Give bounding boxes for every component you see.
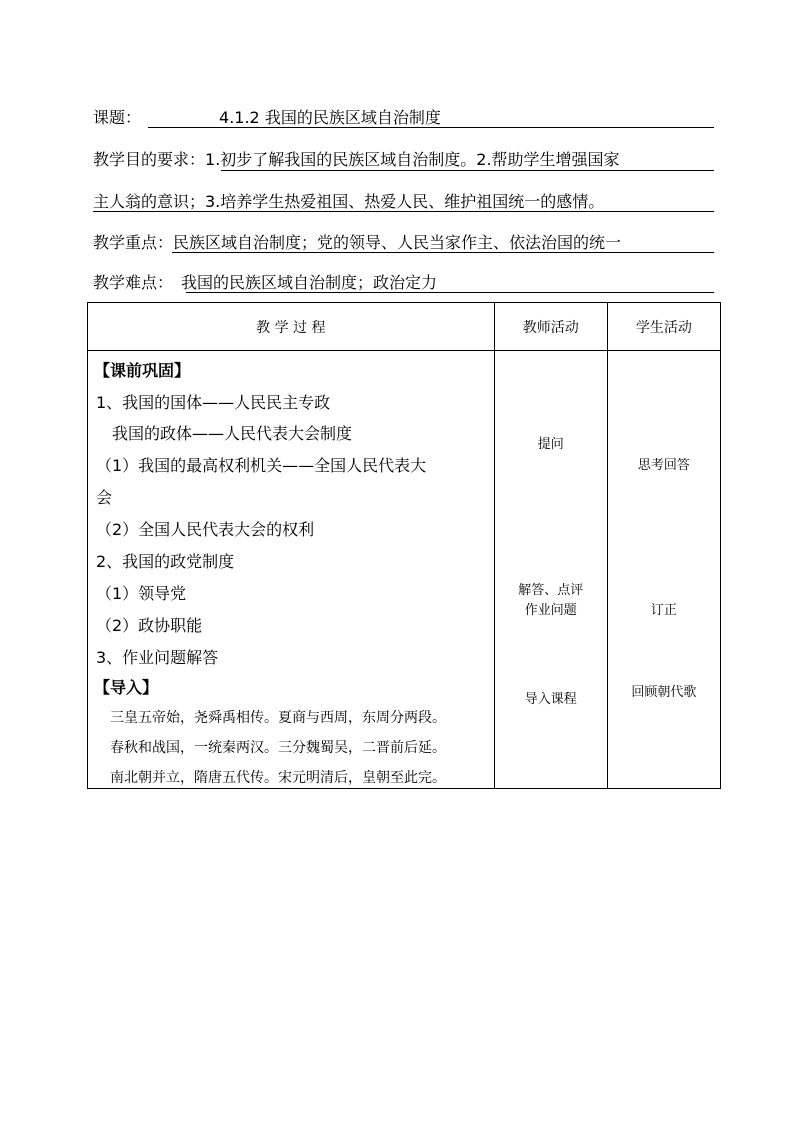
header-student: 学生活动 — [607, 303, 720, 351]
topic-label: 课题： — [93, 108, 142, 127]
student-activity-2: 订正 — [650, 603, 677, 618]
goal-line-2 — [93, 192, 713, 212]
goal-line-1 — [93, 150, 713, 170]
teacher-cell — [494, 351, 607, 789]
topic-underline — [148, 127, 714, 128]
teacher-activity-3: 导入课程 — [524, 692, 577, 707]
key-underline — [172, 252, 714, 253]
topic-value: 4.1.2 我国的民族区域自治制度 — [219, 108, 441, 127]
process-item-2-2: （2）政协职能 — [96, 616, 203, 635]
lesson-table — [87, 302, 721, 789]
process-item-1: 1、我国的国体——人民民主专政 — [96, 393, 331, 412]
table-body-row — [88, 351, 721, 789]
key-label: 教学重点： — [93, 233, 174, 252]
goal-value-1: 1.初步了解我国的民族区域自治制度。2.帮助学生增强国家 — [205, 150, 620, 169]
key-value: 民族区域自治制度；党的领导、人民当家作主、依法治国的统一 — [173, 233, 622, 252]
student-cell — [607, 351, 720, 789]
header-process: 教 学 过 程 — [88, 303, 495, 351]
key-line — [93, 233, 713, 253]
process-item-3: 3、作业问题解答 — [96, 648, 219, 667]
difficulty-value: 我国的民族区域自治制度；政治定力 — [181, 273, 438, 292]
goal-underline-2 — [93, 211, 714, 212]
poem-line-2: 春秋和战国，一统秦两汉。三分魏蜀吴，二晋前后延。 — [110, 740, 446, 756]
process-item-1-1a: （1）我国的最高权利机关——全国人民代表大 — [96, 456, 427, 475]
process-item-1b: 我国的政体——人民代表大会制度 — [112, 424, 353, 443]
process-item-2: 2、我国的政党制度 — [96, 552, 235, 571]
poem-line-1: 三皇五帝始，尧舜禹相传。夏商与西周，东周分两段。 — [110, 710, 446, 726]
difficulty-line — [93, 273, 713, 293]
process-item-1-2: （2）全国人民代表大会的权利 — [96, 520, 315, 539]
section-review-title: 【课前巩固】 — [94, 361, 191, 380]
difficulty-label: 教学难点： — [93, 273, 174, 292]
process-item-1-1b: 会 — [96, 488, 113, 507]
teacher-activity-2b: 作业问题 — [524, 603, 577, 618]
goal-label: 教学目的要求： — [93, 150, 206, 169]
goal-underline-1 — [221, 170, 714, 171]
process-cell — [88, 351, 495, 789]
teacher-activity-2a: 解答、点评 — [518, 583, 584, 598]
section-intro-title: 【导入】 — [94, 678, 159, 697]
table-header-row — [88, 303, 721, 351]
teacher-activity-1: 提问 — [537, 437, 564, 452]
poem-line-3: 南北朝并立，隋唐五代传。宋元明清后，皇朝至此完。 — [110, 770, 446, 786]
process-item-2-1: （1）领导党 — [96, 584, 187, 603]
header-teacher: 教师活动 — [494, 303, 607, 351]
student-activity-1: 思考回答 — [637, 458, 690, 473]
student-activity-3: 回顾朝代歌 — [631, 685, 697, 700]
goal-value-2: 主人翁的意识；3.培养学生热爱祖国、热爱人民、维护祖国统一的感情。 — [93, 192, 605, 211]
topic-line — [93, 108, 713, 128]
difficulty-underline — [186, 292, 714, 293]
